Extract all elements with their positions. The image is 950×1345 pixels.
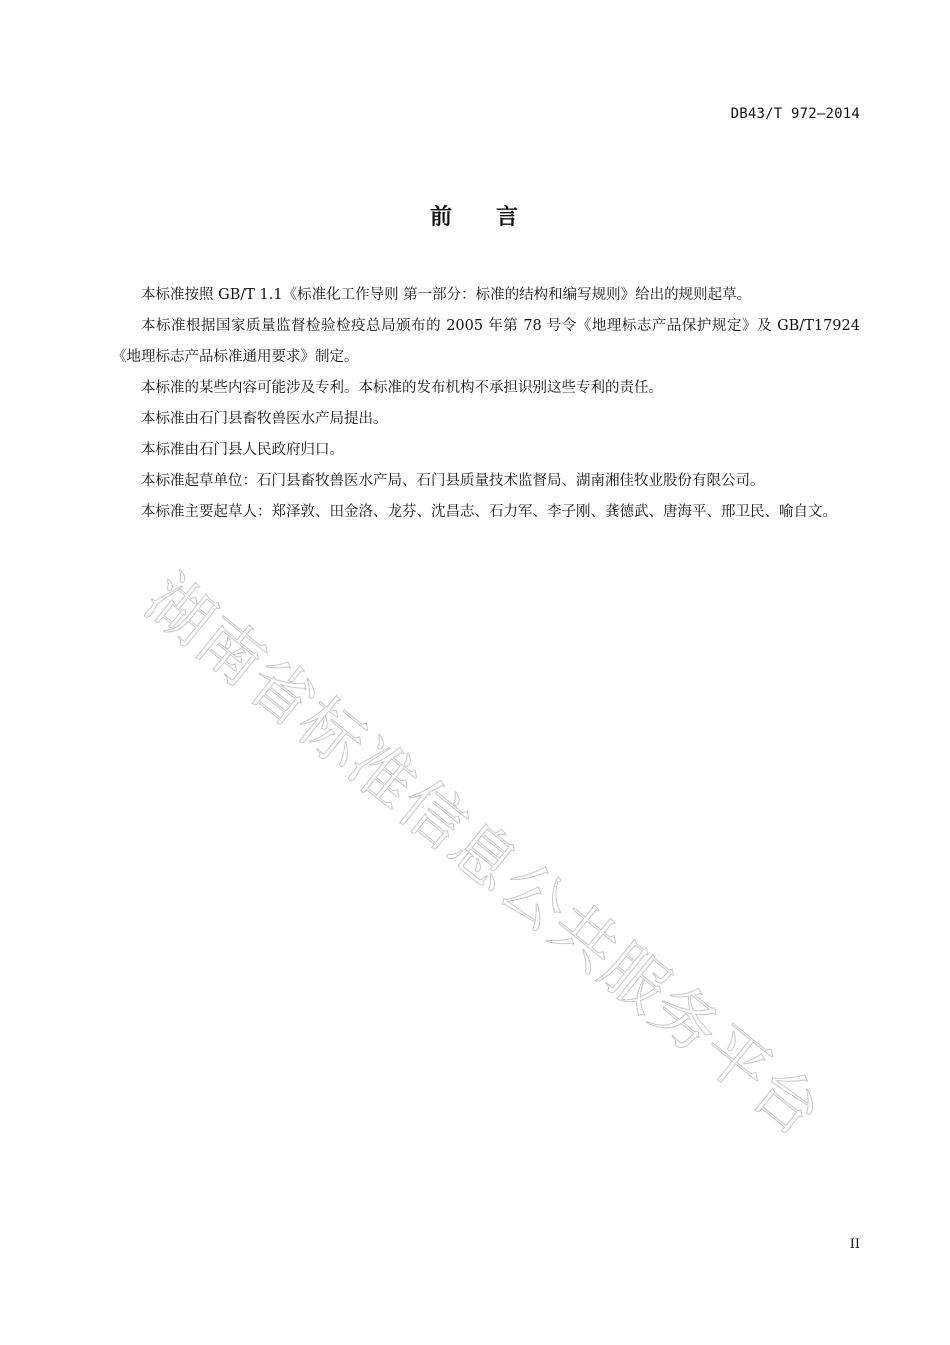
watermark-text: 湖南省标准信息公共服务平台	[131, 562, 835, 1152]
paragraph-proposer: 本标准由石门县畜牧兽医水产局提出。	[141, 411, 388, 427]
title-char-1: 前	[429, 205, 454, 230]
paragraph-drafting-units: 本标准起草单位：石门县畜牧兽医水产局、石门县质量技术监督局、湖南湘佳牧业股份有限公司。	[141, 473, 765, 489]
paragraph-drafters: 本标准主要起草人：郑泽敦、田金洛、龙芬、沈昌志、石力军、李子刚、龚德武、唐海平、邢卫民、喻自文。	[141, 504, 837, 520]
paragraph-patent-notice: 本标准的某些内容可能涉及专利。本标准的发布机构不承担识别这些专利的责任。	[141, 380, 663, 396]
preface-body	[112, 280, 860, 528]
paragraph-administrator: 本标准由石门县人民政府归口。	[141, 442, 344, 458]
title-char-2: 言	[496, 205, 521, 230]
paragraph-basis: 本标准根据国家质量监督检验检疫总局颁布的 2005 年第 78 号令《地理标志产品保护规定》及 GB/T17924《地理标志产品标准通用要求》制定。	[112, 318, 860, 365]
standard-number: DB43/T 972—2014	[730, 106, 860, 122]
page-number: II	[849, 1237, 860, 1252]
page-title	[0, 200, 950, 231]
paragraph-drafting-rules: 本标准按照 GB/T 1.1《标准化工作导则 第一部分：标准的结构和编写规则》给出的规则起草。	[141, 287, 752, 303]
